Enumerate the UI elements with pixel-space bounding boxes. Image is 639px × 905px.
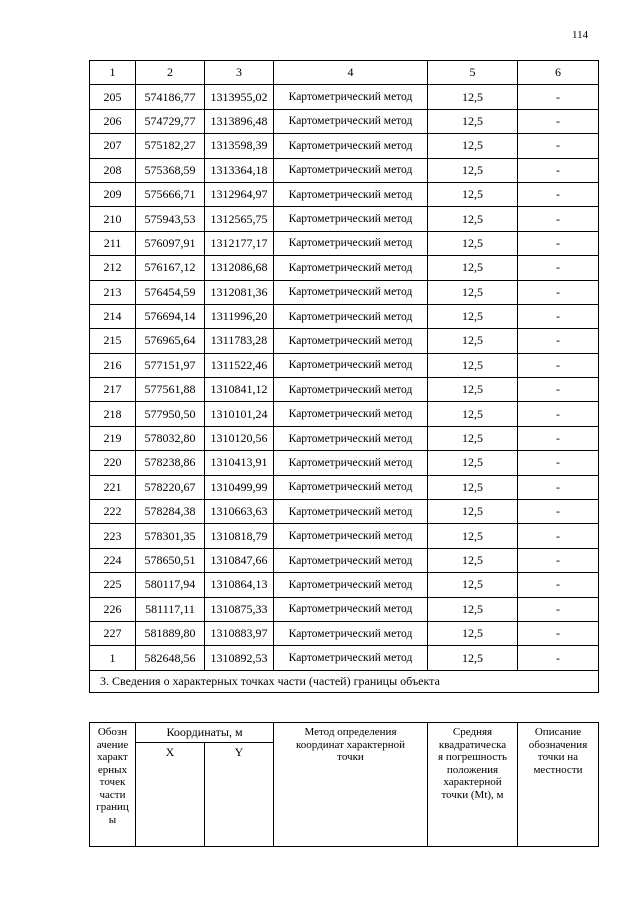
x-coordinate-cell: 582648,56 xyxy=(136,646,205,670)
table-row xyxy=(90,158,599,182)
x-coordinate-cell: 576097,91 xyxy=(136,231,205,255)
designation-header: Обозн ачение характ ерных точек части границ ы xyxy=(90,723,136,847)
method-cell: Картометрический метод xyxy=(274,134,428,158)
x-coordinate-cell: 577950,50 xyxy=(136,402,205,426)
precision-cell: 12,5 xyxy=(428,280,518,304)
description-cell: - xyxy=(518,475,599,499)
precision-cell: 12,5 xyxy=(428,573,518,597)
point-id-cell: 215 xyxy=(90,329,136,353)
precision-cell: 12,5 xyxy=(428,231,518,255)
x-header: X xyxy=(136,743,205,847)
section-title: 3. Сведения о характерных точках части (частей) границы объекта xyxy=(90,670,599,692)
method-cell: Картометрический метод xyxy=(274,207,428,231)
description-cell: - xyxy=(518,597,599,621)
x-coordinate-cell: 576694,14 xyxy=(136,304,205,328)
section-title-row xyxy=(90,670,599,692)
y-coordinate-cell: 1311522,46 xyxy=(205,353,274,377)
table-row xyxy=(90,573,599,597)
x-coordinate-cell: 580117,94 xyxy=(136,573,205,597)
y-coordinate-cell: 1312565,75 xyxy=(205,207,274,231)
method-cell: Картометрический метод xyxy=(274,158,428,182)
method-cell: Картометрический метод xyxy=(274,353,428,377)
section-header-table xyxy=(89,722,599,847)
coordinates-header: Координаты, м xyxy=(136,723,274,743)
table-row xyxy=(90,451,599,475)
column-number: 3 xyxy=(205,61,274,85)
precision-header: Средняя квадратическа я погрешность положения характерной точки (Mt), м xyxy=(428,723,518,847)
y-coordinate-cell: 1310841,12 xyxy=(205,378,274,402)
precision-cell: 12,5 xyxy=(428,597,518,621)
description-cell: - xyxy=(518,353,599,377)
point-id-cell: 213 xyxy=(90,280,136,304)
column-number: 4 xyxy=(274,61,428,85)
column-number-row xyxy=(90,61,599,85)
x-coordinate-cell: 574186,77 xyxy=(136,85,205,109)
table-row xyxy=(90,231,599,255)
point-id-cell: 207 xyxy=(90,134,136,158)
y-coordinate-cell: 1312964,97 xyxy=(205,182,274,206)
table-row xyxy=(90,207,599,231)
method-cell: Картометрический метод xyxy=(274,182,428,206)
method-cell: Картометрический метод xyxy=(274,548,428,572)
method-cell: Картометрический метод xyxy=(274,85,428,109)
y-coordinate-cell: 1313896,48 xyxy=(205,109,274,133)
method-cell: Картометрический метод xyxy=(274,426,428,450)
y-coordinate-cell: 1313955,02 xyxy=(205,85,274,109)
y-coordinate-cell: 1312081,36 xyxy=(205,280,274,304)
table-row xyxy=(90,646,599,670)
table-row xyxy=(90,329,599,353)
method-cell: Картометрический метод xyxy=(274,621,428,645)
precision-cell: 12,5 xyxy=(428,304,518,328)
x-coordinate-cell: 576454,59 xyxy=(136,280,205,304)
precision-cell: 12,5 xyxy=(428,621,518,645)
description-cell: - xyxy=(518,85,599,109)
precision-cell: 12,5 xyxy=(428,134,518,158)
x-coordinate-cell: 578284,38 xyxy=(136,500,205,524)
page-number: 114 xyxy=(572,29,589,41)
point-id-cell: 226 xyxy=(90,597,136,621)
point-id-cell: 220 xyxy=(90,451,136,475)
column-number: 2 xyxy=(136,61,205,85)
table-row xyxy=(90,500,599,524)
description-cell: - xyxy=(518,158,599,182)
table-row xyxy=(90,426,599,450)
column-number: 6 xyxy=(518,61,599,85)
x-coordinate-cell: 576167,12 xyxy=(136,256,205,280)
method-cell: Картометрический метод xyxy=(274,573,428,597)
point-id-cell: 212 xyxy=(90,256,136,280)
x-coordinate-cell: 578238,86 xyxy=(136,451,205,475)
precision-cell: 12,5 xyxy=(428,353,518,377)
x-coordinate-cell: 575368,59 xyxy=(136,158,205,182)
x-coordinate-cell: 578220,67 xyxy=(136,475,205,499)
table-row xyxy=(90,548,599,572)
precision-cell: 12,5 xyxy=(428,426,518,450)
table-row xyxy=(90,621,599,645)
point-id-cell: 219 xyxy=(90,426,136,450)
point-id-cell: 211 xyxy=(90,231,136,255)
boundary-points-table xyxy=(89,60,599,693)
precision-cell: 12,5 xyxy=(428,475,518,499)
precision-cell: 12,5 xyxy=(428,378,518,402)
y-coordinate-cell: 1310847,66 xyxy=(205,548,274,572)
method-cell: Картометрический метод xyxy=(274,109,428,133)
description-cell: - xyxy=(518,109,599,133)
table-row xyxy=(90,353,599,377)
point-id-cell: 217 xyxy=(90,378,136,402)
precision-cell: 12,5 xyxy=(428,548,518,572)
x-coordinate-cell: 578032,80 xyxy=(136,426,205,450)
table-row xyxy=(90,256,599,280)
description-cell: - xyxy=(518,207,599,231)
x-coordinate-cell: 577561,88 xyxy=(136,378,205,402)
precision-cell: 12,5 xyxy=(428,207,518,231)
point-id-cell: 205 xyxy=(90,85,136,109)
precision-cell: 12,5 xyxy=(428,500,518,524)
x-coordinate-cell: 576965,64 xyxy=(136,329,205,353)
description-cell: - xyxy=(518,402,599,426)
method-cell: Картометрический метод xyxy=(274,646,428,670)
method-cell: Картометрический метод xyxy=(274,500,428,524)
x-coordinate-cell: 578301,35 xyxy=(136,524,205,548)
description-cell: - xyxy=(518,231,599,255)
precision-cell: 12,5 xyxy=(428,158,518,182)
description-cell: - xyxy=(518,256,599,280)
point-id-cell: 224 xyxy=(90,548,136,572)
point-id-cell: 209 xyxy=(90,182,136,206)
point-id-cell: 221 xyxy=(90,475,136,499)
x-coordinate-cell: 581889,80 xyxy=(136,621,205,645)
point-id-cell: 218 xyxy=(90,402,136,426)
x-coordinate-cell: 574729,77 xyxy=(136,109,205,133)
description-cell: - xyxy=(518,621,599,645)
x-coordinate-cell: 575182,27 xyxy=(136,134,205,158)
point-id-cell: 216 xyxy=(90,353,136,377)
table-row xyxy=(90,597,599,621)
method-cell: Картометрический метод xyxy=(274,475,428,499)
point-id-cell: 222 xyxy=(90,500,136,524)
precision-cell: 12,5 xyxy=(428,402,518,426)
method-cell: Картометрический метод xyxy=(274,304,428,328)
description-cell: - xyxy=(518,548,599,572)
point-id-cell: 225 xyxy=(90,573,136,597)
precision-cell: 12,5 xyxy=(428,109,518,133)
y-coordinate-cell: 1310864,13 xyxy=(205,573,274,597)
table-row xyxy=(90,378,599,402)
y-coordinate-cell: 1312177,17 xyxy=(205,231,274,255)
y-coordinate-cell: 1310101,24 xyxy=(205,402,274,426)
method-cell: Картометрический метод xyxy=(274,280,428,304)
x-coordinate-cell: 578650,51 xyxy=(136,548,205,572)
table-row xyxy=(90,402,599,426)
method-cell: Картометрический метод xyxy=(274,256,428,280)
table-row xyxy=(90,134,599,158)
description-cell: - xyxy=(518,524,599,548)
method-cell: Картометрический метод xyxy=(274,597,428,621)
y-coordinate-cell: 1311783,28 xyxy=(205,329,274,353)
table-row xyxy=(90,280,599,304)
table-row xyxy=(90,475,599,499)
y-coordinate-cell: 1312086,68 xyxy=(205,256,274,280)
method-cell: Картометрический метод xyxy=(274,524,428,548)
method-cell: Картометрический метод xyxy=(274,378,428,402)
x-coordinate-cell: 581117,11 xyxy=(136,597,205,621)
precision-cell: 12,5 xyxy=(428,256,518,280)
point-id-cell: 208 xyxy=(90,158,136,182)
y-coordinate-cell: 1311996,20 xyxy=(205,304,274,328)
point-id-cell: 210 xyxy=(90,207,136,231)
x-coordinate-cell: 575943,53 xyxy=(136,207,205,231)
description-cell: - xyxy=(518,378,599,402)
y-coordinate-cell: 1310818,79 xyxy=(205,524,274,548)
description-cell: - xyxy=(518,426,599,450)
table-row xyxy=(90,109,599,133)
method-cell: Картометрический метод xyxy=(274,402,428,426)
precision-cell: 12,5 xyxy=(428,329,518,353)
precision-cell: 12,5 xyxy=(428,85,518,109)
precision-cell: 12,5 xyxy=(428,646,518,670)
y-coordinate-cell: 1310883,97 xyxy=(205,621,274,645)
point-id-cell: 227 xyxy=(90,621,136,645)
description-header: Описание обозначения точки на местности xyxy=(518,723,599,847)
description-cell: - xyxy=(518,573,599,597)
method-cell: Картометрический метод xyxy=(274,231,428,255)
description-cell: - xyxy=(518,500,599,524)
y-header: Y xyxy=(205,743,274,847)
precision-cell: 12,5 xyxy=(428,524,518,548)
precision-cell: 12,5 xyxy=(428,182,518,206)
point-id-cell: 1 xyxy=(90,646,136,670)
method-cell: Картометрический метод xyxy=(274,451,428,475)
y-coordinate-cell: 1310663,63 xyxy=(205,500,274,524)
description-cell: - xyxy=(518,646,599,670)
method-header: Метод определения координат характерной точки xyxy=(274,723,428,847)
y-coordinate-cell: 1313598,39 xyxy=(205,134,274,158)
point-id-cell: 214 xyxy=(90,304,136,328)
x-coordinate-cell: 577151,97 xyxy=(136,353,205,377)
description-cell: - xyxy=(518,280,599,304)
table-row xyxy=(90,304,599,328)
column-number: 5 xyxy=(428,61,518,85)
y-coordinate-cell: 1310892,53 xyxy=(205,646,274,670)
description-cell: - xyxy=(518,304,599,328)
precision-cell: 12,5 xyxy=(428,451,518,475)
x-coordinate-cell: 575666,71 xyxy=(136,182,205,206)
description-cell: - xyxy=(518,182,599,206)
description-cell: - xyxy=(518,329,599,353)
y-coordinate-cell: 1310413,91 xyxy=(205,451,274,475)
description-cell: - xyxy=(518,451,599,475)
table-row xyxy=(90,85,599,109)
y-coordinate-cell: 1310499,99 xyxy=(205,475,274,499)
description-cell: - xyxy=(518,134,599,158)
method-cell: Картометрический метод xyxy=(274,329,428,353)
y-coordinate-cell: 1313364,18 xyxy=(205,158,274,182)
point-id-cell: 206 xyxy=(90,109,136,133)
y-coordinate-cell: 1310875,33 xyxy=(205,597,274,621)
table-row xyxy=(90,182,599,206)
y-coordinate-cell: 1310120,56 xyxy=(205,426,274,450)
point-id-cell: 223 xyxy=(90,524,136,548)
table-row xyxy=(90,524,599,548)
column-number: 1 xyxy=(90,61,136,85)
